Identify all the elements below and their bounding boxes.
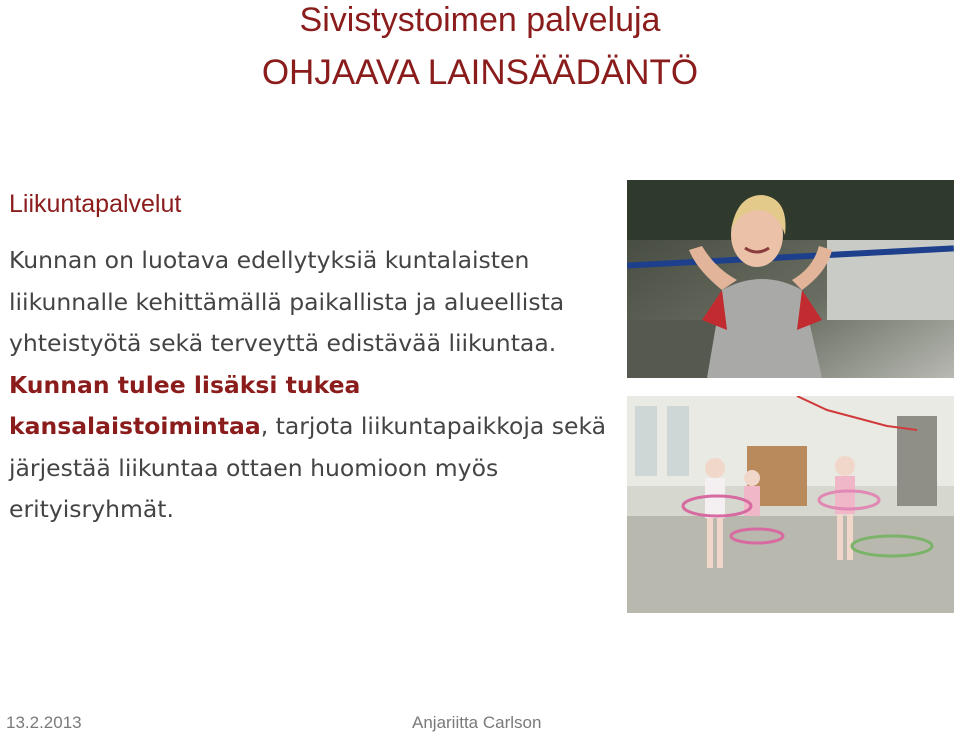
- slide-title: Sivistystoimen palveluja: [299, 1, 661, 39]
- photo-children-hula-hoops: [627, 396, 954, 613]
- body-text-part1: Kunnan on luotava edellytyksiä kuntalaisten liikunnalle kehittämällä paikallista ja alueellista yhteistyötä sekä terveyttä edistävää liikuntaa.: [9, 246, 565, 357]
- body-text-emphasis: Kunnan tulee lisäksi tukea kansalaistoimintaa: [9, 370, 361, 440]
- footer-date: 13.2.2013: [6, 713, 82, 732]
- footer-author: Anjariitta Carlson: [412, 713, 542, 732]
- section-heading: Liikuntapalvelut: [9, 190, 182, 218]
- slide-subtitle: OHJAAVA LAINSÄÄDÄNTÖ: [261, 53, 699, 92]
- body-text-part2: , tarjota liikuntapaikkoja sekä järjestää liikuntaa ottaen huomioon myös erityisryhmät.: [9, 412, 607, 523]
- body-text: [9, 240, 609, 531]
- photo-woman-exercising: [627, 180, 954, 378]
